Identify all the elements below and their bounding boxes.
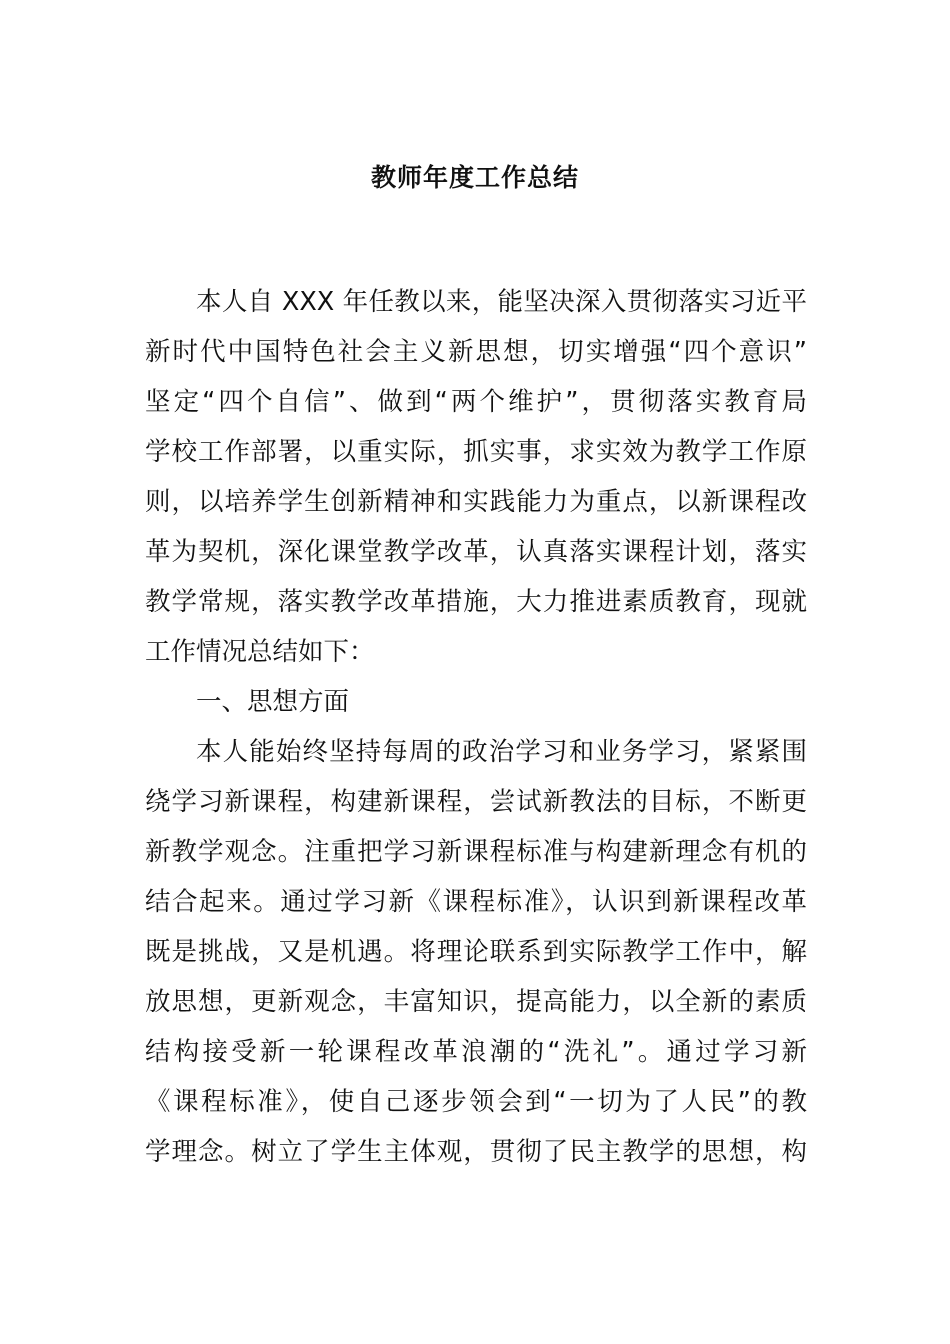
paragraph-line: 学理念。树立了学生主体观，贯彻了民主教学的思想，构 [145, 1137, 807, 1167]
paragraph-line: 工作情况总结如下： [145, 637, 375, 667]
paragraph-line: 本人自 XXX 年任教以来，能坚决深入贯彻落实习近平 [196, 287, 807, 317]
paragraph-line: 则，以培养学生创新精神和实践能力为重点，以新课程改 [145, 487, 807, 517]
paragraph-line: 教学常规，落实教学改革措施，大力推进素质教育，现就 [145, 587, 807, 617]
section-heading: 一、思想方面 [196, 687, 350, 717]
paragraph-line: 放思想，更新观念，丰富知识，提高能力，以全新的素质 [145, 987, 807, 1017]
paragraph-line: 本人能始终坚持每周的政治学习和业务学习，紧紧围 [196, 737, 807, 767]
paragraph-line: 绕学习新课程，构建新课程，尝试新教法的目标，不断更 [145, 787, 807, 817]
document-body [145, 277, 807, 1177]
paragraph-line: 结构接受新一轮课程改革浪潮的“洗礼”。通过学习新 [145, 1037, 807, 1067]
document-title: 教师年度工作总结 [370, 163, 579, 192]
paragraph-line: 既是挑战，又是机遇。将理论联系到实际教学工作中，解 [145, 937, 807, 967]
paragraph-line: 革为契机，深化课堂教学改革，认真落实课程计划，落实 [145, 537, 807, 567]
paragraph-line: 《课程标准》，使自己逐步领会到“一切为了人民”的教 [145, 1087, 807, 1117]
paragraph-line: 结合起来。通过学习新《课程标准》，认识到新课程改革 [145, 887, 807, 917]
paragraph-line: 坚定“四个自信”、做到“两个维护”，贯彻落实教育局 [145, 387, 807, 417]
paragraph-line: 新教学观念。注重把学习新课程标准与构建新理念有机的 [145, 837, 807, 867]
paragraph-line: 学校工作部署，以重实际，抓实事，求实效为教学工作原 [145, 437, 807, 467]
paragraph-line: 新时代中国特色社会主义新思想，切实增强“四个意识” [145, 337, 807, 367]
